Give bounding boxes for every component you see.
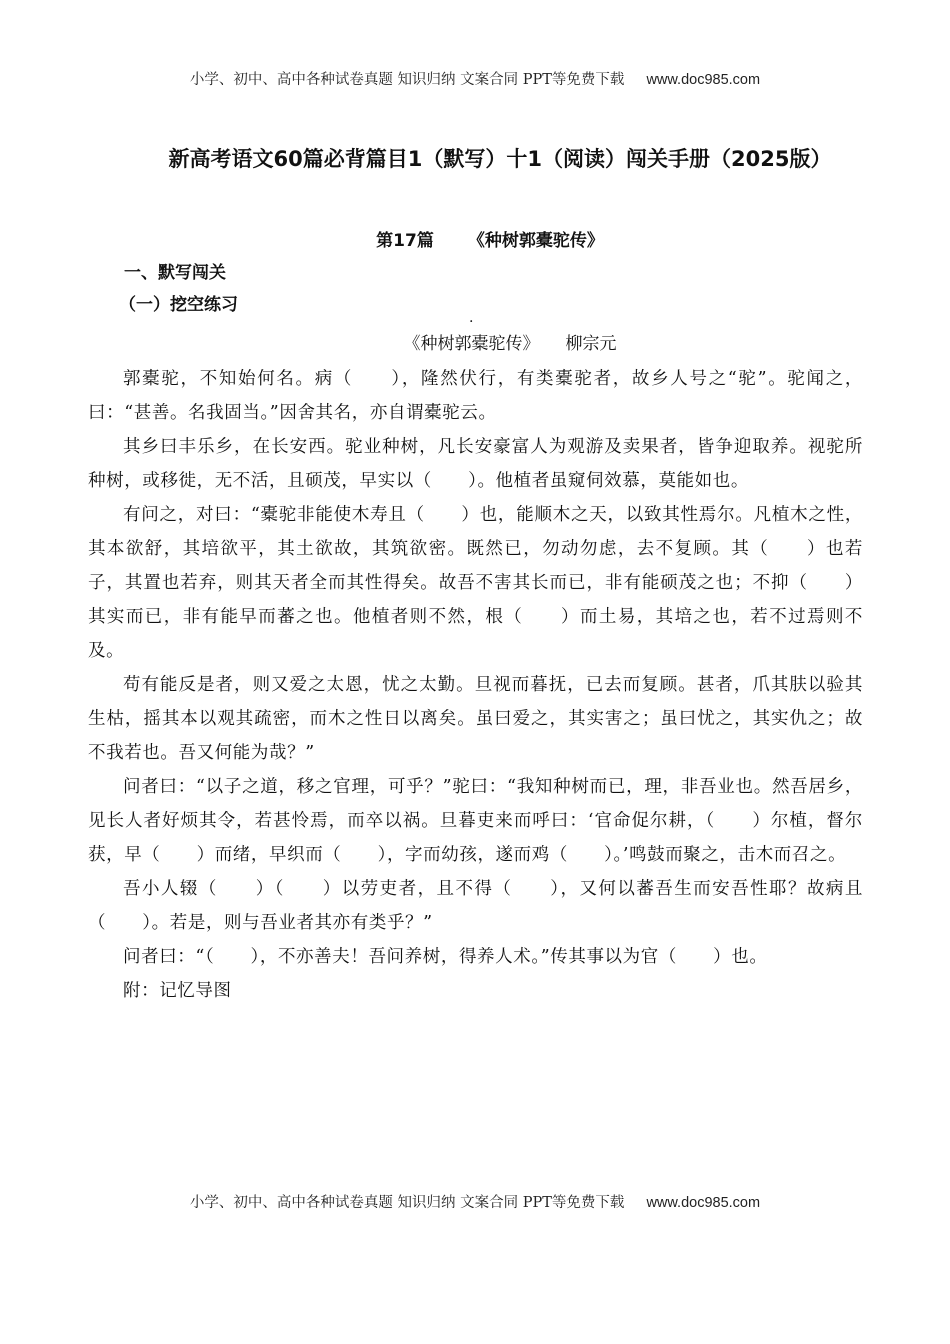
emphasis-dot: .: [469, 310, 474, 326]
text-title-work: 《种树郭橐驼传》: [403, 334, 540, 354]
section-heading-dictation: 一、默写闯关: [124, 263, 226, 283]
header-url[interactable]: www.doc985.com: [646, 72, 761, 88]
paragraph: 其乡曰丰乐乡，在长安西。驼业种树，凡长安豪富人为观游及卖果者，皆争迎取养。视驼所种树，或移徙，无不活，且硕茂，早实以（ ）。他植者虽窥伺效慕，莫能如也。: [88, 437, 863, 491]
text-title: [0, 329, 950, 354]
paragraph: 问者曰：“（ ），不亦善夫！吾问养树，得养人术。”传其事以为官（ ）也。: [123, 947, 768, 967]
document-title: 新高考语文60篇必背篇目1（默写）十1（阅读）闯关手册（2025版）: [168, 147, 832, 171]
chapter-work: 《种树郭橐驼传》: [467, 231, 604, 251]
text-title-author: 柳宗元: [565, 334, 617, 354]
footer-url[interactable]: www.doc985.com: [646, 1195, 761, 1211]
paragraph: 郭橐驼，不知始何名。病（ ），隆然伏行，有类橐驼者，故乡人号之“驼”。驼闻之，曰：“甚善。名我固当。”因舍其名，亦自谓橐驼云。: [88, 369, 863, 423]
page-header: [0, 68, 950, 89]
passage-body: [88, 362, 863, 1008]
paragraph: 吾小人辍（ ）（ ）以劳吏者，且不得（ ），又何以蕃吾生而安吾性耶？故病且（ ）。若是，则与吾业者其亦有类乎？”: [88, 879, 863, 933]
paragraph: 有问之，对曰：“橐驼非能使木寿且（ ）也，能顺木之天，以致其性焉尔。凡植木之性，其本欲舒，其培欲平，其土欲故，其筑欲密。既然已，勿动勿虑，去不复顾。其（ ）也若子，其置也若弃，则其天者全而其性得矣。故吾不害其长而已，非有能硕茂之也；不抑（ ）其实而已，非有能早而蕃之也。他植者则不然，根（ ）而土易，其培之也，若不过焉则不及。: [88, 505, 863, 661]
section-heading-fill-blank: （一）挖空练习: [119, 295, 238, 315]
chapter-number: 第17篇: [376, 231, 434, 251]
header-text: 小学、初中、高中各种试卷真题 知识归纳 文案合同 PPT等免费下载: [189, 72, 625, 88]
chapter-subtitle: [0, 226, 950, 251]
paragraph: 苟有能反是者，则又爱之太恩，忧之太勤。旦视而暮抚，已去而复顾。甚者，爪其肤以验其生枯，摇其本以观其疏密，而木之性日以离矣。虽曰爱之，其实害之；虽曰忧之，其实仇之；故不我若也。吾又何能为哉？”: [88, 675, 863, 763]
mind-map-note: 附：记忆导图: [123, 981, 232, 1001]
footer-text: 小学、初中、高中各种试卷真题 知识归纳 文案合同 PPT等免费下载: [189, 1195, 625, 1211]
paragraph: 问者曰：“以子之道，移之官理，可乎？”驼曰：“我知种树而已，理，非吾业也。然吾居乡，见长人者好烦其令，若甚怜焉，而卒以祸。旦暮吏来而呼曰：‘官命促尔耕，（ ）尔植，督尔获，早（ ）而绪，早织而（ ），字而幼孩，遂而鸡（ ）。’鸣鼓而聚之，击木而召之。: [88, 777, 863, 865]
page-footer: [0, 1191, 950, 1212]
